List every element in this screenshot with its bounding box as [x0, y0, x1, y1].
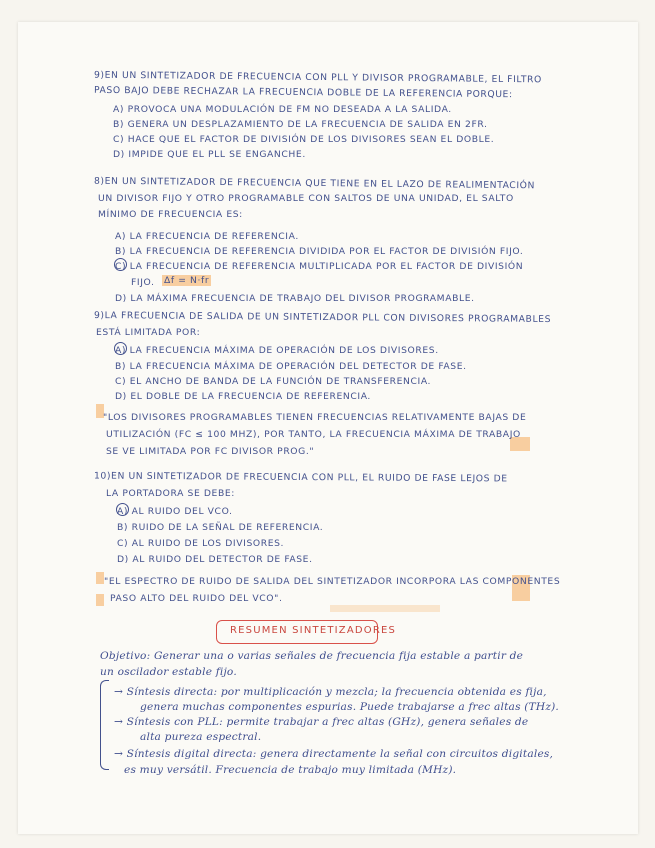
q10-note-line2: PASO ALTO DEL RUIDO DEL VCO".: [110, 593, 283, 604]
q8-formula: Δf = N·fr: [164, 275, 210, 286]
summary-item3-line2: es muy versátil. Frecuencia de trabajo muy limitada (MHz).: [124, 764, 457, 776]
q9b-note-line3: SE VE LIMITADA POR FC DIVISOR PROG.": [106, 446, 315, 457]
q9b-line1: 9)LA FRECUENCIA DE SALIDA DE UN SINTETIZADOR PLL CON DIVISORES PROGRAMABLES: [93, 310, 552, 325]
q8-line1: 8)EN UN SINTETIZADOR DE FRECUENCIA QUE TIENE EN EL LAZO DE REALIMENTACIÓN: [93, 175, 536, 192]
summary-item2-line2: alta pureza espectral.: [140, 731, 262, 743]
summary-item3-line1: → Síntesis digital directa: genera directamente la señal con circuitos digitales,: [114, 748, 554, 760]
highlight-strip: [330, 605, 440, 612]
q9b-option-d: D) EL DOBLE DE LA FRECUENCIA DE REFERENCIA.: [115, 391, 371, 402]
summary-item2-line1: → Síntesis con PLL: permite trabajar a frec altas (GHz), genera señales de: [114, 716, 529, 728]
q9b-option-a: A) LA FRECUENCIA MÁXIMA DE OPERACIÓN DE LOS DIVISORES.: [115, 345, 439, 356]
highlight-bracket-left: [96, 594, 104, 606]
q9-line2: PASO BAJO DEBE RECHAZAR LA FRECUENCIA DOBLE DE LA REFERENCIA PORQUE:: [93, 84, 513, 101]
q9-option-c: C) HACE QUE EL FACTOR DE DIVISIÓN DE LOS DIVISORES SEAN EL DOBLE.: [113, 134, 495, 145]
q9b-note-line1: "LOS DIVISORES PROGRAMABLES TIENEN FRECUENCIAS RELATIVAMENTE BAJAS DE: [103, 412, 527, 423]
q8-option-b: B) LA FRECUENCIA DE REFERENCIA DIVIDIDA POR EL FACTOR DE DIVISIÓN FIJO.: [115, 246, 524, 257]
q9b-note-line2: UTILIZACIÓN (FC ≤ 100 MHZ), POR TANTO, LA FRECUENCIA MÁXIMA DE TRABAJO: [106, 429, 521, 440]
q10-option-c: C) AL RUIDO DE LOS DIVISORES.: [117, 538, 285, 549]
summary-brace: [100, 680, 109, 770]
q10-option-b: B) RUIDO DE LA SEÑAL DE REFERENCIA.: [117, 522, 324, 533]
q9-option-d: D) IMPIDE QUE EL PLL SE ENGANCHE.: [113, 149, 306, 160]
q8-line3: MÍNIMO DE FRECUENCIA ES:: [98, 209, 243, 220]
q9b-option-b: B) LA FRECUENCIA MÁXIMA DE OPERACIÓN DEL DETECTOR DE FASE.: [115, 361, 467, 372]
q9-option-b: B) GENERA UN DESPLAZAMIENTO DE LA FRECUENCIA DE SALIDA EN 2FR.: [113, 119, 488, 130]
summary-item1-line2: genera muchas componentes espurias. Puede trabajarse a frec altas (THz).: [140, 701, 559, 713]
q10-line2: LA PORTADORA SE DEBE:: [106, 488, 235, 499]
q8-option-c: C) LA FRECUENCIA DE REFERENCIA MULTIPLICADA POR EL FACTOR DE DIVISIÓN: [115, 261, 524, 272]
q8-option-c-cont: FIJO.: [131, 277, 155, 288]
summary-objective-line2: un oscilador estable fijo.: [100, 666, 237, 678]
q9-line1: 9)EN UN SINTETIZADOR DE FRECUENCIA CON PLL Y DIVISOR PROGRAMABLE, EL FILTRO: [93, 69, 542, 86]
q10-option-d: D) AL RUIDO DEL DETECTOR DE FASE.: [117, 554, 313, 565]
q10-line1: 10)EN UN SINTETIZADOR DE FRECUENCIA CON PLL, EL RUIDO DE FASE LEJOS DE: [93, 470, 508, 485]
q8-option-d: D) LA MÁXIMA FRECUENCIA DE TRABAJO DEL DIVISOR PROGRAMABLE.: [115, 293, 475, 304]
q10-note-line1: "EL ESPECTRO DE RUIDO DE SALIDA DEL SINTETIZADOR INCORPORA LAS COMPONENTES: [104, 576, 561, 587]
q9b-line2: ESTÁ LIMITADA POR:: [96, 327, 201, 338]
q8-line2: UN DIVISOR FIJO Y OTRO PROGRAMABLE CON SALTOS DE UNA UNIDAD, EL SALTO: [98, 193, 514, 204]
summary-item1-line1: → Síntesis directa: por multiplicación y mezcla; la frecuencia obtenida es fija,: [114, 686, 547, 698]
summary-objective-line1: Objetivo: Generar una o varias señales de frecuencia fija estable a partir de: [100, 650, 524, 662]
highlight-bracket-left: [96, 572, 104, 584]
q8-option-a: A) LA FRECUENCIA DE REFERENCIA.: [115, 231, 299, 242]
summary-title: RESUMEN SINTETIZADORES: [230, 625, 397, 636]
q9-option-a: A) PROVOCA UNA MODULACIÓN DE FM NO DESEADA A LA SALIDA.: [113, 104, 452, 115]
q9b-option-c: C) EL ANCHO DE BANDA DE LA FUNCIÓN DE TRANSFERENCIA.: [115, 376, 432, 387]
q10-option-a: A) AL RUIDO DEL VCO.: [117, 506, 233, 517]
